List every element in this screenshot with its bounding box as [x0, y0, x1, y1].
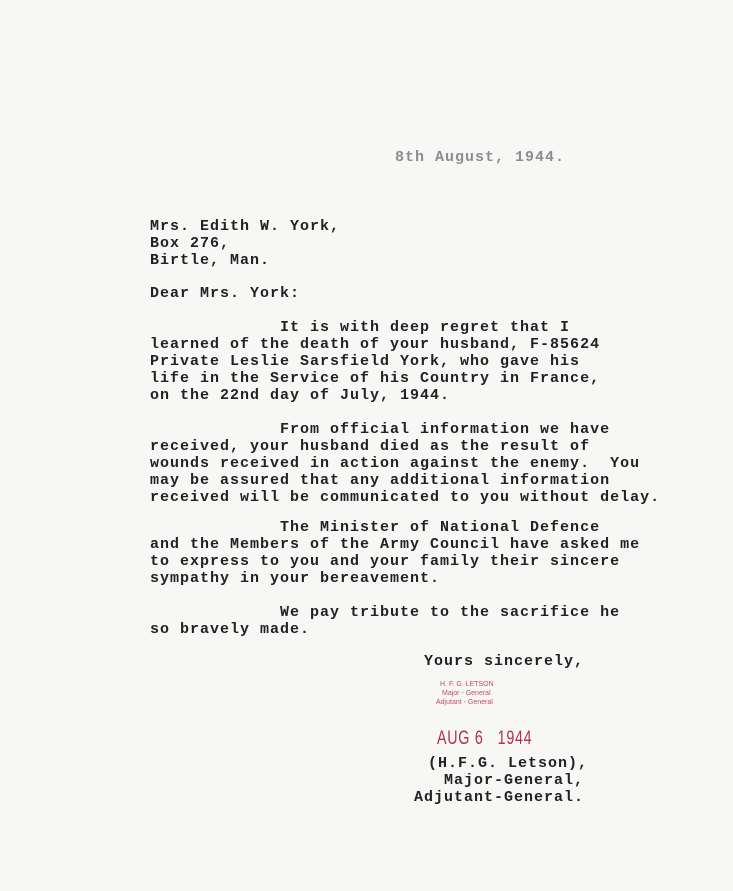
- text-line: on the 22nd day of July, 1944.: [150, 387, 451, 404]
- paragraph-2: [150, 421, 660, 506]
- text-line: may be assured that any additional information: [150, 472, 611, 489]
- salutation: Dear Mrs. York:: [150, 285, 301, 302]
- stamp-line: Adjutant - General: [436, 699, 493, 706]
- address-line: Box 276,: [150, 235, 231, 252]
- address-line: Birtle, Man.: [150, 252, 271, 269]
- letter-date: 8th August, 1944.: [395, 149, 566, 166]
- text-line: The Minister of National Defence: [150, 519, 601, 536]
- signatory-title: Adjutant-General.: [414, 789, 585, 806]
- text-line: wounds received in action against the enemy. You: [150, 455, 641, 472]
- text-line: It is with deep regret that I: [150, 319, 571, 336]
- text-line: life in the Service of his Country in France,: [150, 370, 601, 387]
- signatory-name: (H.F.G. Letson),: [428, 755, 589, 772]
- text-line: Private Leslie Sarsfield York, who gave his: [150, 353, 581, 370]
- recipient-address: [150, 218, 340, 269]
- text-line: We pay tribute to the sacrifice he: [150, 604, 621, 621]
- text-line: sympathy in your bereavement.: [150, 570, 441, 587]
- text-line: From official information we have: [150, 421, 611, 438]
- text-line: received will be communicated to you without delay.: [150, 489, 661, 506]
- paragraph-3: [150, 519, 640, 587]
- signature-stamp: [436, 680, 494, 707]
- received-date-stamp: AUG 6 1944: [437, 728, 533, 749]
- signatory-rank: Major-General,: [444, 772, 585, 789]
- paragraph-4: [150, 604, 620, 638]
- closing: Yours sincerely,: [424, 653, 585, 670]
- text-line: to express to you and your family their sincere: [150, 553, 621, 570]
- stamp-line: H. F. G. LETSON: [440, 681, 494, 688]
- text-line: learned of the death of your husband, F-85624: [150, 336, 601, 353]
- stamp-line: Major - General: [442, 690, 491, 697]
- text-line: received, your husband died as the result of: [150, 438, 591, 455]
- text-line: and the Members of the Army Council have asked me: [150, 536, 641, 553]
- address-line: Mrs. Edith W. York,: [150, 218, 341, 235]
- paragraph-1: [150, 319, 600, 404]
- text-line: so bravely made.: [150, 621, 311, 638]
